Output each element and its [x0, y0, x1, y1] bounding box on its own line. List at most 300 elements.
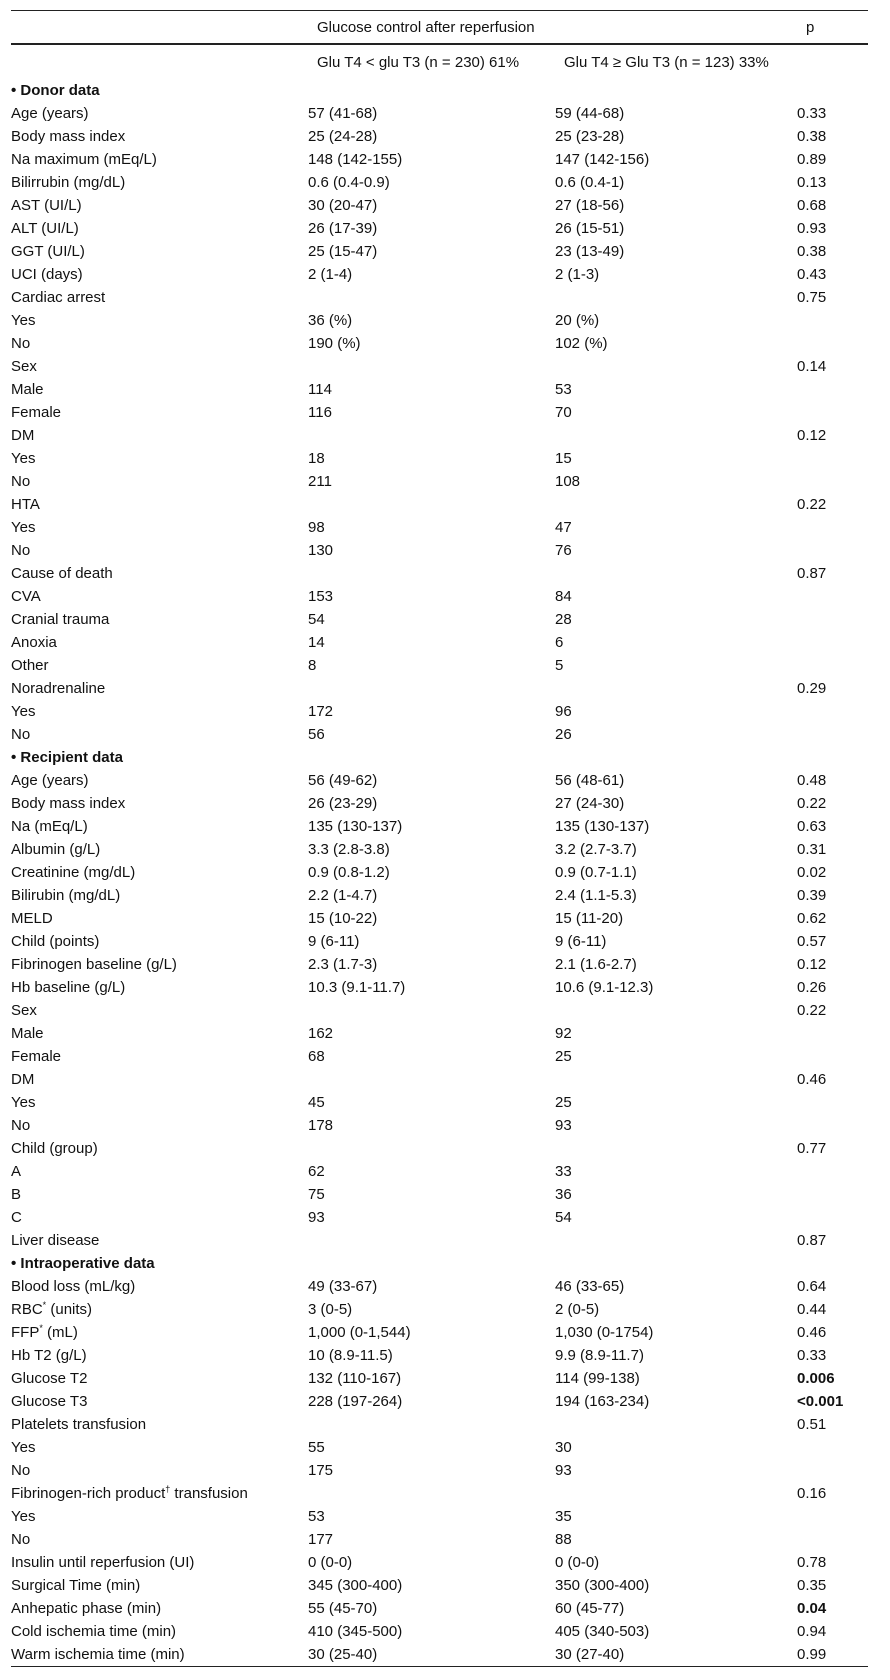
group-b-value: 27 (18-56) [555, 197, 625, 214]
group-a-value: 132 (110-167) [308, 1370, 402, 1387]
p-value: 0.14 [797, 358, 827, 375]
table-row [11, 332, 868, 355]
group-b-value [555, 1482, 797, 1505]
p-value [797, 378, 868, 401]
group-b-value [555, 562, 797, 585]
row-label: Sex [11, 358, 37, 375]
group-b-value: 47 [555, 519, 572, 536]
label-text: RBC [11, 1301, 43, 1318]
table-row [11, 1597, 868, 1620]
group-a-value [308, 1413, 555, 1436]
group-a-value [308, 1068, 555, 1091]
table-row [11, 286, 868, 309]
row-label: Body mass index [11, 795, 126, 812]
p-value: 0.16 [797, 1485, 827, 1502]
group-b-value: 9.9 (8.9-11.7) [555, 1347, 644, 1364]
table-row [11, 447, 868, 470]
footnote-mark: * [42, 1300, 47, 1310]
row-label: Na maximum (mEq/L) [11, 151, 157, 168]
row-label [11, 1321, 308, 1344]
p-value: 0.22 [797, 795, 827, 812]
p-value: 0.87 [797, 565, 827, 582]
table-row [11, 1091, 868, 1114]
p-value [797, 1252, 868, 1275]
group-b-value: 28 [555, 611, 572, 628]
group-b-value [555, 1068, 797, 1091]
group-b-value: 30 (27-40) [555, 1643, 797, 1667]
row-label: Other [11, 657, 49, 674]
table-header [11, 11, 868, 80]
table-row [11, 1505, 868, 1528]
row-label: DM [11, 427, 35, 444]
row-label: Cause of death [11, 565, 113, 582]
group-b-value [555, 493, 797, 516]
row-label: DM [11, 1071, 35, 1088]
group-b-value: 26 [555, 726, 572, 743]
table-row [11, 700, 868, 723]
group-b-value: 56 (48-61) [555, 772, 625, 789]
table-row [11, 999, 868, 1022]
group-b-value: 30 [555, 1439, 572, 1456]
p-value [797, 1114, 868, 1137]
p-value: <0.001 [797, 1393, 844, 1410]
row-label: Bilirrubin (mg/dL) [11, 174, 126, 191]
p-value [797, 1436, 868, 1459]
row-label: Fibrinogen baseline (g/L) [11, 956, 177, 973]
p-value: 0.99 [797, 1643, 868, 1667]
row-label: Platelets transfusion [11, 1416, 147, 1433]
table-row [11, 585, 868, 608]
group-a-value [308, 286, 555, 309]
group-a-value: 25 (15-47) [308, 243, 378, 260]
table-row [11, 1275, 868, 1298]
group-b-value: 53 [555, 381, 572, 398]
table-row [11, 401, 868, 424]
group-a-value: 56 [308, 726, 325, 743]
row-label: Yes [11, 703, 36, 720]
group-b-value: 25 [555, 1094, 572, 1111]
header-cell [11, 44, 308, 79]
group-a-value: 190 (%) [308, 335, 361, 352]
table-row [11, 1068, 868, 1091]
group-a-value: 175 [308, 1462, 334, 1479]
table-row [11, 1528, 868, 1551]
group-a-value: 45 [308, 1094, 325, 1111]
group-a-value: 36 (%) [308, 312, 353, 329]
row-label: Female [11, 1048, 62, 1065]
p-value: 0.29 [797, 680, 827, 697]
row-label: CVA [11, 588, 41, 605]
group-a-value: 9 (6-11) [308, 933, 360, 950]
row-label: A [11, 1163, 22, 1180]
table-row [11, 1482, 868, 1505]
table-row [11, 1551, 868, 1574]
table-row [11, 677, 868, 700]
group-a-value [308, 355, 555, 378]
group-b-value [555, 999, 797, 1022]
group-a-value: 3 (0-5) [308, 1301, 353, 1318]
group-a-value: 2 (1-4) [308, 266, 353, 283]
table-row [11, 539, 868, 562]
row-label: Glucose T2 [11, 1370, 88, 1387]
group-a-value: 0.6 (0.4-0.9) [308, 174, 390, 191]
group-a-value: 54 [308, 611, 325, 628]
header-cell [555, 11, 797, 45]
group-b-value: 350 (300-400) [555, 1577, 650, 1594]
group-a-value: 153 [308, 588, 334, 605]
row-label: Hb baseline (g/L) [11, 979, 126, 996]
p-value: 0.38 [797, 243, 827, 260]
group-a-value: 75 [308, 1186, 325, 1203]
footnote-mark: * [39, 1323, 43, 1333]
group-a-value: 116 [308, 404, 332, 421]
group-b-value: 35 [555, 1508, 572, 1525]
row-label: No [11, 1462, 31, 1479]
section-title: • Donor data [11, 82, 100, 99]
section-row [11, 746, 868, 769]
section-row [11, 79, 868, 102]
group-a-value: 25 (24-28) [308, 128, 378, 145]
table-row [11, 1321, 868, 1344]
row-label: Yes [11, 519, 36, 536]
p-value: 0.68 [797, 197, 827, 214]
row-label: Cranial trauma [11, 611, 110, 628]
group-b-value: 93 [555, 1117, 572, 1134]
table-row [11, 194, 868, 217]
row-label [11, 1482, 308, 1505]
header-cell [11, 11, 308, 45]
p-value [797, 654, 868, 677]
table-row [11, 493, 868, 516]
row-label [11, 746, 308, 769]
row-label: Body mass index [11, 128, 126, 145]
table-row [11, 309, 868, 332]
group-b-value: 135 (130-137) [555, 818, 650, 835]
row-label: No [11, 542, 31, 559]
group-a-value [308, 562, 555, 585]
p-value: 0.51 [797, 1416, 827, 1433]
group-b-value: 0.6 (0.4-1) [555, 174, 625, 191]
row-label [11, 1252, 308, 1275]
p-value [797, 516, 868, 539]
group-a-value: 162 [308, 1025, 334, 1042]
p-value: 0.22 [797, 1002, 827, 1019]
group-b-value [555, 1137, 797, 1160]
p-value: 0.93 [797, 220, 827, 237]
p-value: 0.62 [797, 910, 827, 927]
row-label: Noradrenaline [11, 680, 106, 697]
group-b-value: 108 [555, 473, 581, 490]
group-a-value: 177 [308, 1531, 334, 1548]
group-b-value: 84 [555, 588, 572, 605]
group-a-value: 10 (8.9-11.5) [308, 1347, 393, 1364]
group-b-value: 15 (11-20) [555, 910, 624, 927]
row-label: Anhepatic phase (min) [11, 1600, 162, 1617]
row-label: No [11, 335, 31, 352]
group-b-value: 27 (24-30) [555, 795, 625, 812]
row-label: Yes [11, 1094, 36, 1111]
table-row [11, 263, 868, 286]
table-row [11, 1022, 868, 1045]
group-a-value: 410 (345-500) [308, 1623, 403, 1640]
p-value [797, 1459, 868, 1482]
table-row [11, 1160, 868, 1183]
row-label: No [11, 473, 31, 490]
row-label: Male [11, 381, 44, 398]
group-a-value: 211 [308, 473, 332, 490]
p-value: 0.46 [797, 1324, 827, 1341]
p-value [797, 1022, 868, 1045]
group-a-value [308, 1229, 555, 1252]
row-label: MELD [11, 910, 53, 927]
p-value [797, 1045, 868, 1068]
group-a-value: 26 (17-39) [308, 220, 378, 237]
group-b-value: 92 [555, 1025, 572, 1042]
table-row [11, 1298, 868, 1321]
group-b-value [555, 355, 797, 378]
p-value: 0.64 [797, 1278, 827, 1295]
table-row [11, 1436, 868, 1459]
p-value: 0.02 [797, 864, 827, 881]
p-value: 0.44 [797, 1301, 827, 1318]
group-b-value [555, 1229, 797, 1252]
table-row [11, 1367, 868, 1390]
p-value: 0.31 [797, 841, 827, 858]
group-b-value: 25 [555, 1048, 572, 1065]
group-b-value: 2.1 (1.6-2.7) [555, 956, 637, 973]
row-label: Blood loss (mL/kg) [11, 1278, 136, 1295]
row-label: C [11, 1209, 22, 1226]
table-row [11, 1183, 868, 1206]
table-row [11, 240, 868, 263]
footnote-mark: † [165, 1484, 171, 1494]
group-a-value: 30 (25-40) [308, 1643, 555, 1667]
row-label: Cold ischemia time (min) [11, 1623, 177, 1640]
row-label [11, 79, 308, 102]
p-value: 0.12 [797, 427, 827, 444]
table-row [11, 654, 868, 677]
p-value: 0.39 [797, 887, 827, 904]
table-row [11, 976, 868, 999]
table-row [11, 355, 868, 378]
header-row-2 [11, 44, 868, 79]
group-a-value: 93 [308, 1209, 325, 1226]
row-label: Child (group) [11, 1140, 98, 1157]
group-b-value: 15 [555, 450, 572, 467]
group-a-value: 68 [308, 1048, 325, 1065]
header-cell [797, 44, 868, 79]
group-a-value: 18 [308, 450, 325, 467]
row-label: Female [11, 404, 62, 421]
row-label: GGT (UI/L) [11, 243, 85, 260]
table-row [11, 861, 868, 884]
group-b-value: 88 [555, 1531, 572, 1548]
group-b-value [555, 677, 797, 700]
group-a-value: 26 (23-29) [308, 795, 378, 812]
p-value [797, 1160, 868, 1183]
row-label [11, 1298, 308, 1321]
group-b-value: 3.2 (2.7-3.7) [555, 841, 637, 858]
table-row [11, 217, 868, 240]
group-a-value: 15 (10-22) [308, 910, 378, 927]
group-b-value: 76 [555, 542, 572, 559]
group-b-value: 46 (33-65) [555, 1278, 625, 1295]
p-value: 0.48 [797, 772, 827, 789]
p-value [797, 332, 868, 355]
label-tail: transfusion [170, 1485, 248, 1502]
group-b-value: 405 (340-503) [555, 1623, 650, 1640]
group-b-value: 0.9 (0.7-1.1) [555, 864, 637, 881]
p-value [797, 309, 868, 332]
row-label: Age (years) [11, 105, 89, 122]
group-b-value: 70 [555, 404, 572, 421]
table-row [11, 148, 868, 171]
group-b-value: 36 [555, 1186, 572, 1203]
table-row [11, 1413, 868, 1436]
p-value: 0.22 [797, 496, 827, 513]
p-value: 0.78 [797, 1554, 827, 1571]
table-row [11, 1206, 868, 1229]
table-row [11, 769, 868, 792]
group-b-value: 59 (44-68) [555, 105, 625, 122]
group-a-value: 2.2 (1-4.7) [308, 887, 378, 904]
row-label: Yes [11, 450, 36, 467]
group-b-value: 5 [555, 657, 564, 674]
p-value [797, 1183, 868, 1206]
group-b-value [555, 1413, 797, 1436]
group-a-value: 2.3 (1.7-3) [308, 956, 378, 973]
group-a-value [308, 424, 555, 447]
group-a-value: 228 (197-264) [308, 1393, 403, 1410]
row-label: No [11, 1531, 31, 1548]
section-title: • Recipient data [11, 749, 123, 766]
group-a-value: 130 [308, 542, 334, 559]
row-label: Cardiac arrest [11, 289, 106, 306]
group-b-value [555, 79, 797, 102]
group-a-value [308, 1252, 555, 1275]
p-value: 0.006 [797, 1370, 835, 1387]
group-a-value: 172 [308, 703, 334, 720]
group-b-value: 114 (99-138) [555, 1370, 640, 1387]
row-label: Sex [11, 1002, 37, 1019]
group-a-value: 0.9 (0.8-1.2) [308, 864, 390, 881]
row-label: No [11, 726, 31, 743]
row-label: Na (mEq/L) [11, 818, 88, 835]
p-value [797, 1528, 868, 1551]
group-b-value: 1,030 (0-1754) [555, 1324, 654, 1341]
section-row [11, 1252, 868, 1275]
group-a-value: 30 (20-47) [308, 197, 378, 214]
row-label: Warm ischemia time (min) [11, 1643, 308, 1667]
group-a-value: 14 [308, 634, 325, 651]
group-a-value: 53 [308, 1508, 325, 1525]
group-b-value: 0 (0-0) [555, 1554, 600, 1571]
header-group-b: Glu T4 ≥ Glu T3 (n = 123) 33% [564, 53, 769, 71]
row-label: Anoxia [11, 634, 57, 651]
label-tail: (units) [46, 1301, 93, 1318]
table-row [11, 838, 868, 861]
group-a-value: 56 (49-62) [308, 772, 378, 789]
group-b-value: 54 [555, 1209, 572, 1226]
row-label: Male [11, 1025, 44, 1042]
p-value: 0.46 [797, 1071, 827, 1088]
group-a-value: 10.3 (9.1-11.7) [308, 979, 406, 996]
table-row [11, 562, 868, 585]
p-value [797, 539, 868, 562]
row-label: UCI (days) [11, 266, 83, 283]
p-value [797, 447, 868, 470]
row-label: Liver disease [11, 1232, 100, 1249]
group-a-value: 148 (142-155) [308, 151, 403, 168]
row-label: Yes [11, 1508, 36, 1525]
p-value: 0.26 [797, 979, 827, 996]
table-row [11, 125, 868, 148]
table-row [11, 1390, 868, 1413]
group-a-value: 135 (130-137) [308, 818, 403, 835]
p-value: 0.87 [797, 1232, 827, 1249]
group-a-value: 114 [308, 381, 332, 398]
group-a-value [308, 999, 555, 1022]
group-b-value: 102 (%) [555, 335, 608, 352]
p-value: 0.12 [797, 956, 827, 973]
group-b-value: 33 [555, 1163, 572, 1180]
p-value: 0.94 [797, 1623, 827, 1640]
p-value: 0.35 [797, 1577, 827, 1594]
table-body [11, 79, 868, 1667]
header-row-1 [11, 11, 868, 45]
group-b-value: 25 (23-28) [555, 128, 625, 145]
row-label: ALT (UI/L) [11, 220, 79, 237]
label-text: FFP [11, 1324, 40, 1341]
group-a-value [308, 1482, 555, 1505]
group-b-value: 2 (0-5) [555, 1301, 600, 1318]
table-row [11, 171, 868, 194]
table-row [11, 378, 868, 401]
group-a-value: 49 (33-67) [308, 1278, 378, 1295]
table-row [11, 1137, 868, 1160]
section-title: • Intraoperative data [11, 1255, 155, 1272]
table-row [11, 884, 868, 907]
header-group-a: Glu T4 < glu T3 (n = 230) 61% [317, 53, 520, 71]
group-b-value: 96 [555, 703, 572, 720]
p-value [797, 631, 868, 654]
p-value: 0.63 [797, 818, 827, 835]
group-a-value [308, 746, 555, 769]
table-row [11, 608, 868, 631]
row-label: B [11, 1186, 22, 1203]
group-b-value [555, 746, 797, 769]
header-group-title: Glucose control after reperfusion [308, 11, 555, 45]
group-b-value: 10.6 (9.1-12.3) [555, 979, 654, 996]
row-label: No [11, 1117, 31, 1134]
group-a-value: 62 [308, 1163, 325, 1180]
p-value: 0.33 [797, 105, 827, 122]
group-a-value [308, 493, 555, 516]
p-value: 0.75 [797, 289, 827, 306]
table-row [11, 723, 868, 746]
p-value [797, 723, 868, 746]
group-b-value: 60 (45-77) [555, 1600, 625, 1617]
p-value: 0.04 [797, 1600, 827, 1617]
p-value [797, 1505, 868, 1528]
p-value: 0.43 [797, 266, 827, 283]
group-a-value [308, 1137, 555, 1160]
group-b-value: 2 (1-3) [555, 266, 600, 283]
table-row [11, 907, 868, 930]
data-table [11, 10, 868, 1667]
group-a-value: 8 [308, 657, 317, 674]
table-row [11, 470, 868, 493]
